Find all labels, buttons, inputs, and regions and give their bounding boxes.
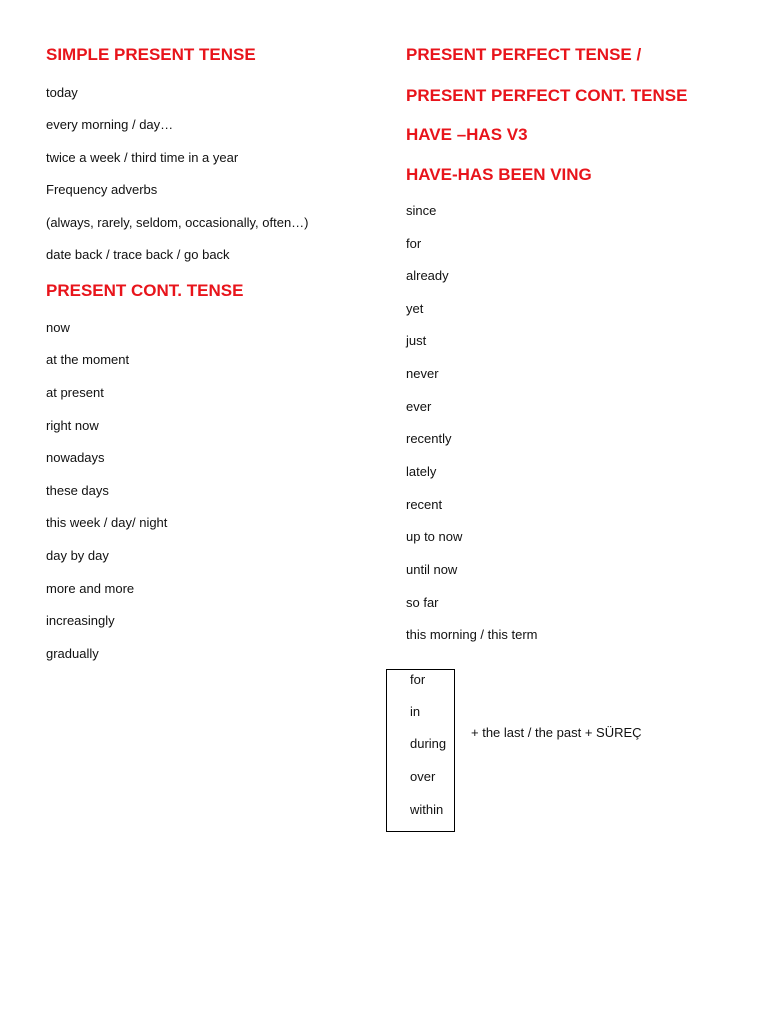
list-item: ever xyxy=(406,399,432,414)
list-item: every morning / day… xyxy=(46,117,174,132)
list-item: never xyxy=(406,366,439,381)
list-item: in xyxy=(410,704,421,719)
have-has-v3-heading: HAVE –HAS V3 xyxy=(406,125,528,144)
list-item: so far xyxy=(406,595,439,610)
list-item: date back / trace back / go back xyxy=(46,247,230,262)
list-item: Frequency adverbs xyxy=(46,182,158,197)
list-item: since xyxy=(406,203,437,218)
list-item: for xyxy=(410,672,426,687)
simple-present-heading: SIMPLE PRESENT TENSE xyxy=(46,45,256,64)
list-item: at the moment xyxy=(46,352,130,367)
list-item: over xyxy=(410,769,436,784)
list-item: recently xyxy=(406,431,452,446)
list-item: recent xyxy=(406,497,443,512)
list-item: (always, rarely, seldom, occasionally, often…) xyxy=(46,215,309,230)
list-item: lately xyxy=(406,464,437,479)
list-item: already xyxy=(406,268,449,283)
list-item: at present xyxy=(46,385,104,400)
list-item: day by day xyxy=(46,548,109,563)
list-item: for xyxy=(406,236,422,251)
have-has-been-ving-heading: HAVE-HAS BEEN VING xyxy=(406,165,592,184)
list-item: this morning / this term xyxy=(406,627,538,642)
list-item: nowadays xyxy=(46,450,105,465)
list-item: right now xyxy=(46,418,99,433)
list-item: within xyxy=(410,802,444,817)
list-item: yet xyxy=(406,301,424,316)
prepositions-box xyxy=(386,669,455,832)
present-perfect-cont-heading: PRESENT PERFECT CONT. TENSE xyxy=(406,86,688,105)
list-item: gradually xyxy=(46,646,99,661)
list-item: up to now xyxy=(406,529,463,544)
prepositions-note: + the last / the past + SÜREÇ xyxy=(471,725,642,740)
list-item: during xyxy=(410,736,447,751)
list-item: now xyxy=(46,320,70,335)
list-item: until now xyxy=(406,562,458,577)
list-item: these days xyxy=(46,483,109,498)
list-item: more and more xyxy=(46,581,135,596)
list-item: just xyxy=(406,333,427,348)
list-item: this week / day/ night xyxy=(46,515,168,530)
list-item: increasingly xyxy=(46,613,115,628)
list-item: today xyxy=(46,85,78,100)
present-perfect-heading: PRESENT PERFECT TENSE / xyxy=(406,45,642,64)
present-cont-heading: PRESENT CONT. TENSE xyxy=(46,281,244,300)
list-item: twice a week / third time in a year xyxy=(46,150,239,165)
